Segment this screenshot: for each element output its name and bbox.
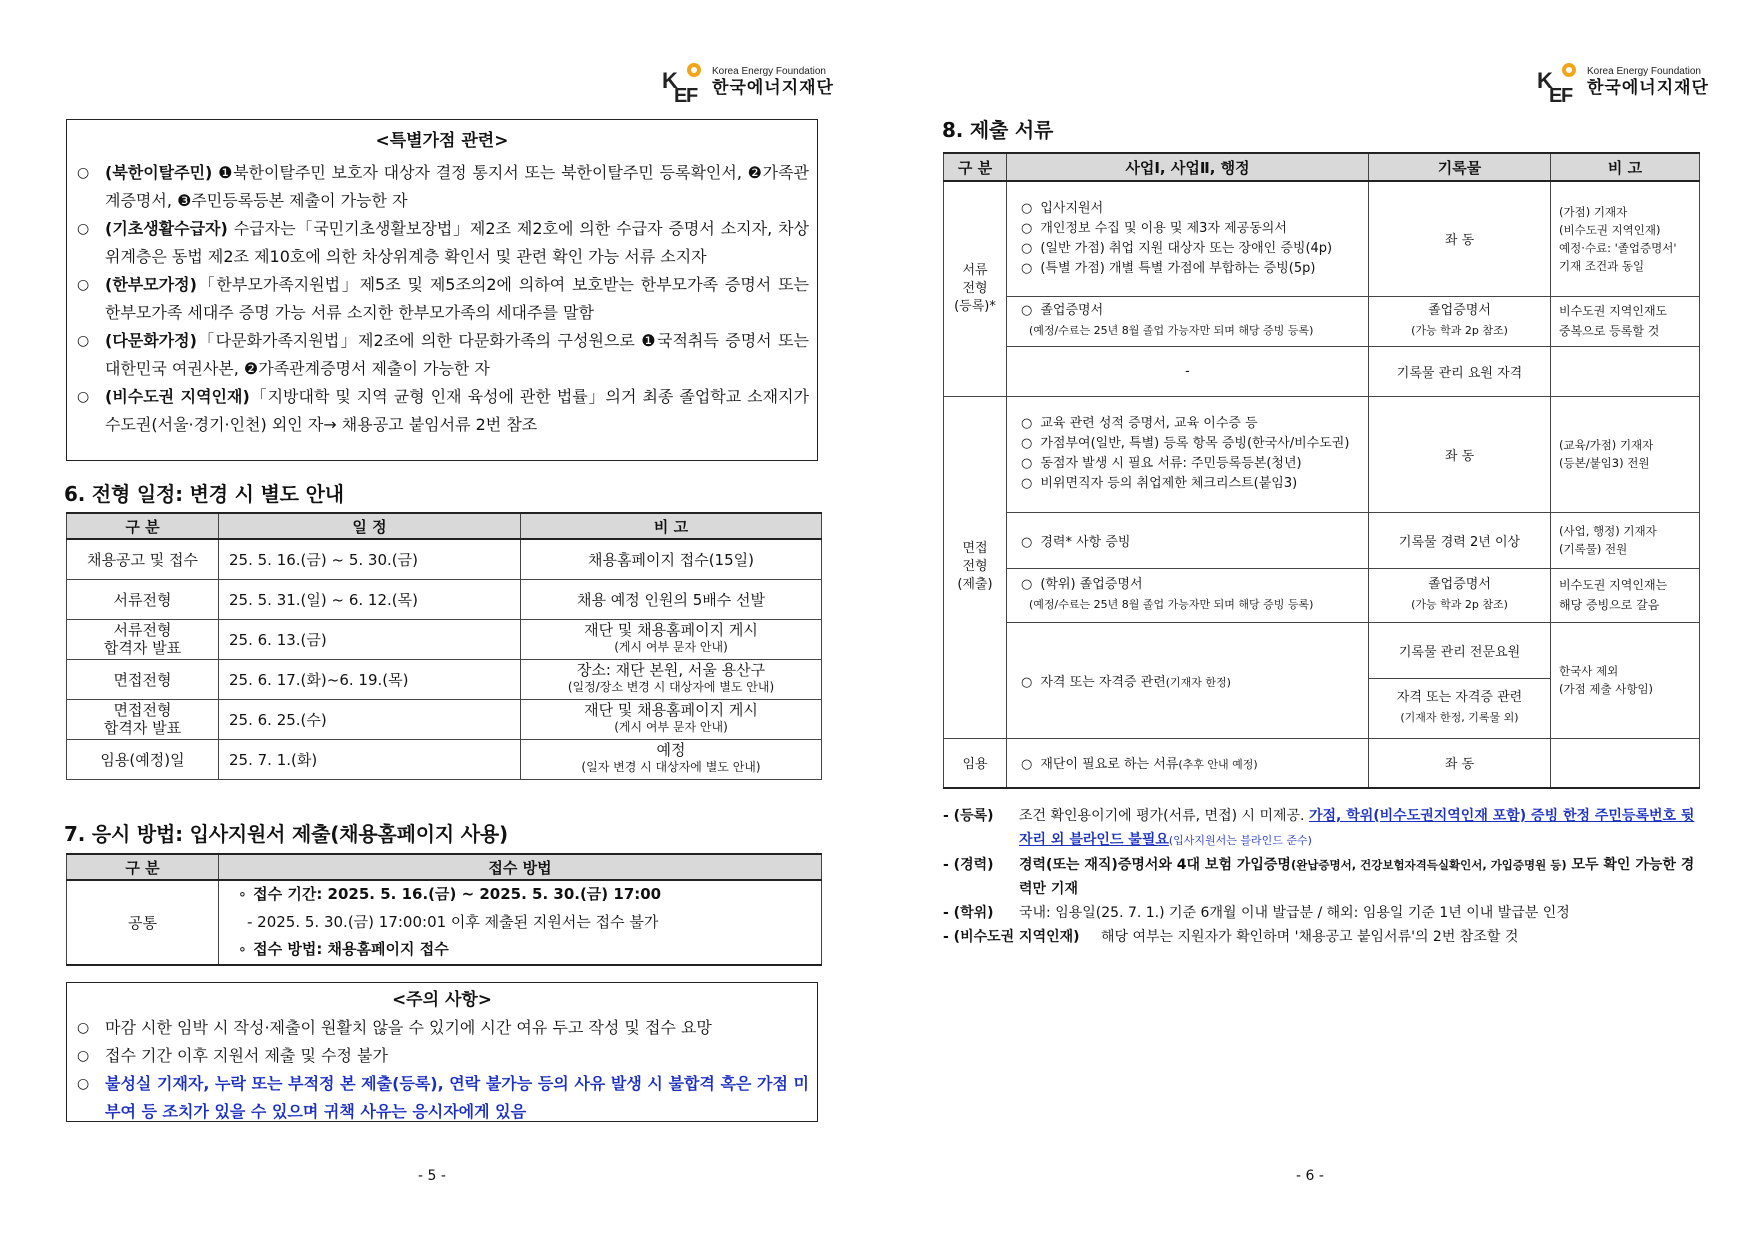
section6-title: 6. 전형 일정: 변경 시 별도 안내 [64,482,344,506]
caution-item: ○ 마감 시한 임박 시 작성·제출이 원활치 않을 수 있기에 시간 여유 두고 작성 및 접수 요망 [77,1018,712,1037]
list-item: ○ (특별 가점) 개별 특별 가점에 부합하는 증빙(5p) [1021,260,1316,276]
section7-title: 7. 응시 방법: 입사지원서 제출(채용홈페이지 사용) [64,822,508,846]
col-header: 접수 방법 [219,854,822,880]
group-appointment: 임용 [944,738,1007,788]
logo-en: Korea Energy Foundation [1587,65,1701,77]
logo-ko: 한국에너지재단 [712,77,834,98]
col-header: 비 고 [1551,153,1700,181]
table-row: ○ (학위) 졸업증명서 (예정/수료는 25년 8월 졸업 가능자만 되며 해당 증빙 등록) 졸업증명서 (가능 학과 2p 참조) 비수도권 지역인재는 해당 증빙으로 갈음 [944,568,1700,622]
table-row: 임용(예정)일 25. 7. 1.(화) 예정 (일자 변경 시 대상자에 별도 안내) [67,739,822,779]
special-item: ○ (북한이탈주민) ❶북한이탈주민 보호자 대상자 결정 통지서 또는 북한이탈주민 등록확인서, ❷가족관계증명서, ❸주민등록등본 제출이 가능한 자 [77,163,809,210]
caution-item: ○ 접수 기간 이후 지원서 제출 및 수정 불가 [77,1046,388,1065]
kef-logo-icon [660,58,708,106]
svg-text:F: F [686,85,699,106]
group-docs: 서류 전형 (등록)* [944,181,1007,396]
col-header: 구 분 [944,153,1007,181]
col-header: 사업Ⅰ, 사업Ⅱ, 행정 [1007,153,1369,181]
deadline-note: - 2025. 5. 30.(금) 17:00:01 이후 제출된 지원서는 접수 불가 [247,913,659,931]
list-item: ○ 교육 관련 성적 증명서, 교육 이수증 등 [1021,416,1258,431]
table-row: - 기록물 관리 요원 자격 [944,346,1700,396]
group-interview: 면접 전형 (제출) [944,396,1007,738]
page-number: - 5 - [418,1168,446,1184]
col-header: 구 분 [67,513,219,539]
special-item: ○ (기초생활수급자) 수급자는「국민기초생활보장법」제2조 제2호에 의한 수급자 증명서 소지자, 차상위계층은 동법 제2조 제10호에 의한 차상위계층 확인서 및 관련 확인 가능 서류 소지자 [77,219,809,266]
period-line: ⚬ 접수 기간: 2025. 5. 16.(금) ~ 2025. 5. 30.(금) 17:00 [237,885,662,903]
special-title: <특별가점 관련> [375,131,509,151]
svg-text:K: K [1537,68,1553,93]
note-regional: - (비수도권 지역인재) 해당 여부는 지원자가 확인하며 '채용공고 붙임서류'의 2번 참조할 것 [943,929,1519,945]
col-header: 일 정 [219,513,521,539]
list-item: ○ 가점부여(일반, 특별) 등록 항목 증빙(한국사/비수도권) [1021,436,1350,451]
col-header: 비 고 [521,513,822,539]
list-item: ○ 동점자 발생 시 필요 서류: 주민등록등본(청년) [1021,456,1302,471]
table-row: 자격 또는 자격증 관련 (기재자 한정, 기록물 외) [944,678,1700,738]
logo-ko: 한국에너지재단 [1587,77,1709,98]
documents-table [943,152,1700,789]
svg-text:K: K [662,68,678,93]
list-item: ○ 비위면직자 등의 취업제한 체크리스트(붙임3) [1021,476,1298,491]
kef-logo [1535,58,1709,106]
special-item: ○ (한부모가정)「한부모가족지원법」제5조 및 제5조의2에 의하여 보호받는 한부모가족 증명서 또는 한부모가족 세대주 증명 가능 서류 소지한 한부모가족의 세대주를 말함 [77,275,809,322]
special-item: ○ (비수도권 지역인재)「지방대학 및 지역 균형 인재 육성에 관한 법률」의거 최종 졸업학교 소재지가 수도권(서울·경기·인천) 외인 자→ 채용공고 붙임서류 2번 참조 [77,387,810,434]
table-row: 서류 전형 (등록)* ○ 입사지원서 ○ 개인정보 수집 및 이용 및 제3자 제공동의서 ○ (일반 가점) 취업 지원 대상자 또는 장애인 증빙(4p) ○ (특별 가점) 개별 특별 가점에 부합하는 증빙(5p) 좌 동 (가점) 기재자 (비수도권 지역인재) 예정·수료: '졸업증명서' 기재 조건과 동일 [944,181,1700,296]
caution-box [66,982,818,1122]
special-item: ○ (다문화가정)「다문화가족지원법」제2조에 의한 다문화가족의 구성원으로 ❶국적취득 증명서 또는 대한민국 여권사본, ❷가족관계증명서 제출이 가능한 자 [77,331,809,378]
page-number: - 6 - [1296,1168,1324,1184]
table-row: 면접전형 합격자 발표 25. 6. 25.(수) 재단 및 채용홈페이지 게시 (게시 여부 문자 안내) [67,699,822,739]
table-row: 채용공고 및 접수 25. 5. 16.(금) ~ 5. 30.(금) 채용홈페이지 접수(15일) [67,539,822,579]
caution-item: ○ 불성실 기재자, 누락 또는 부적정 본 제출(등록), 연락 불가능 등의 사유 발생 시 불합격 혹은 가점 미부여 등 조치가 있을 수 있으며 귀책 사유는 응시자에게 있음 [77,1074,809,1121]
list-item: ○ (일반 가점) 취업 지원 대상자 또는 장애인 증빙(4p) [1021,240,1333,256]
note-career: - (경력) 경력(또는 재직)증명서와 4대 보험 가입증명(완납증명서, 건강보험자격득실확인서, 가입증명원 등) 모두 확인 가능한 경력만 기재 [943,857,1695,897]
table-row: ○ 졸업증명서 (예정/수료는 25년 8월 졸업 가능자만 되며 해당 증빙 등록) 졸업증명서 (가능 학과 2p 참조) 비수도권 지역인재도 중복으로 등록할 것 [944,296,1700,346]
special-points-box [66,119,818,461]
note-registration: - (등록) 조건 확인용이기에 평가(서류, 면접) 시 미제공. 가점, 학위(비수도권지역인재 포함) 증빙 한정 주민등록번호 뒷자리 외 블라인드 불필요(입사지원서는 블라인드 준수) [943,808,1695,848]
note-degree: - (학위) 국내: 임용일(25. 7. 1.) 기준 6개월 이내 발급분 / 해외: 임용일 기준 1년 이내 발급분 인정 [943,905,1570,921]
table-row: 서류전형 25. 5. 31.(일) ~ 6. 12.(목) 채용 예정 인원의 5배수 선발 [67,579,822,619]
section8-title: 8. 제출 서류 [942,118,1054,142]
svg-text:E: E [674,85,688,106]
logo-en: Korea Energy Foundation [712,65,826,77]
schedule-table [66,512,822,780]
svg-text:F: F [1561,85,1574,106]
table-row: 면접 전형 (제출) ○ 교육 관련 성적 증명서, 교육 이수증 등 ○ 가점부여(일반, 특별) 등록 항목 증빙(한국사/비수도권) ○ 동점자 발생 시 필요 서류: 주민등록등본(청년) ○ 비위면직자 등의 취업제한 체크리스트(붙임3) 좌 동 (교육/가점) 기재자 (등본/붙임3) 전원 [944,396,1700,512]
kef-logo [660,58,834,106]
table-row: ○ 경력* 사항 증빙 기록물 경력 2년 이상 (사업, 행정) 기재자 (기록물) 전원 [944,512,1700,568]
table-row: 공통 ⚬ 접수 기간: 2025. 5. 16.(금) ~ 2025. 5. 30.(금) 17:00 - 2025. 5. 30.(금) 17:00:01 이후 제출된 지원서는 접수 불가 ⚬ 접수 방법: 채용홈페이지 접수 [67,880,822,965]
table-row: ○ 자격 또는 자격증 관련(기재자 한정) 기록물 관리 전문요원 한국사 제외 (가점 제출 사항임) [944,622,1700,678]
method-line: ⚬ 접수 방법: 채용홈페이지 접수 [237,940,449,958]
application-table [66,853,822,966]
notes [943,804,1703,949]
list-item: ○ 입사지원서 [1021,200,1104,216]
col-header: 기록물 [1369,153,1551,181]
table-row: 면접전형 25. 6. 17.(화)~6. 19.(목) 장소: 재단 본원, 서울 용산구 (일정/장소 변경 시 대상자에 별도 안내) [67,659,822,699]
col-header: 구 분 [67,854,219,880]
list-item: ○ 개인정보 수집 및 이용 및 제3자 제공동의서 [1021,220,1287,236]
svg-text:E: E [1549,85,1563,106]
kef-logo-icon [1535,58,1583,106]
table-row: 임용 ○ 재단이 필요로 하는 서류(추후 안내 예정) 좌 동 [944,738,1700,788]
caution-title: <주의 사항> [391,990,493,1010]
table-row: 서류전형 합격자 발표 25. 6. 13.(금) 재단 및 채용홈페이지 게시 (게시 여부 문자 안내) [67,619,822,659]
